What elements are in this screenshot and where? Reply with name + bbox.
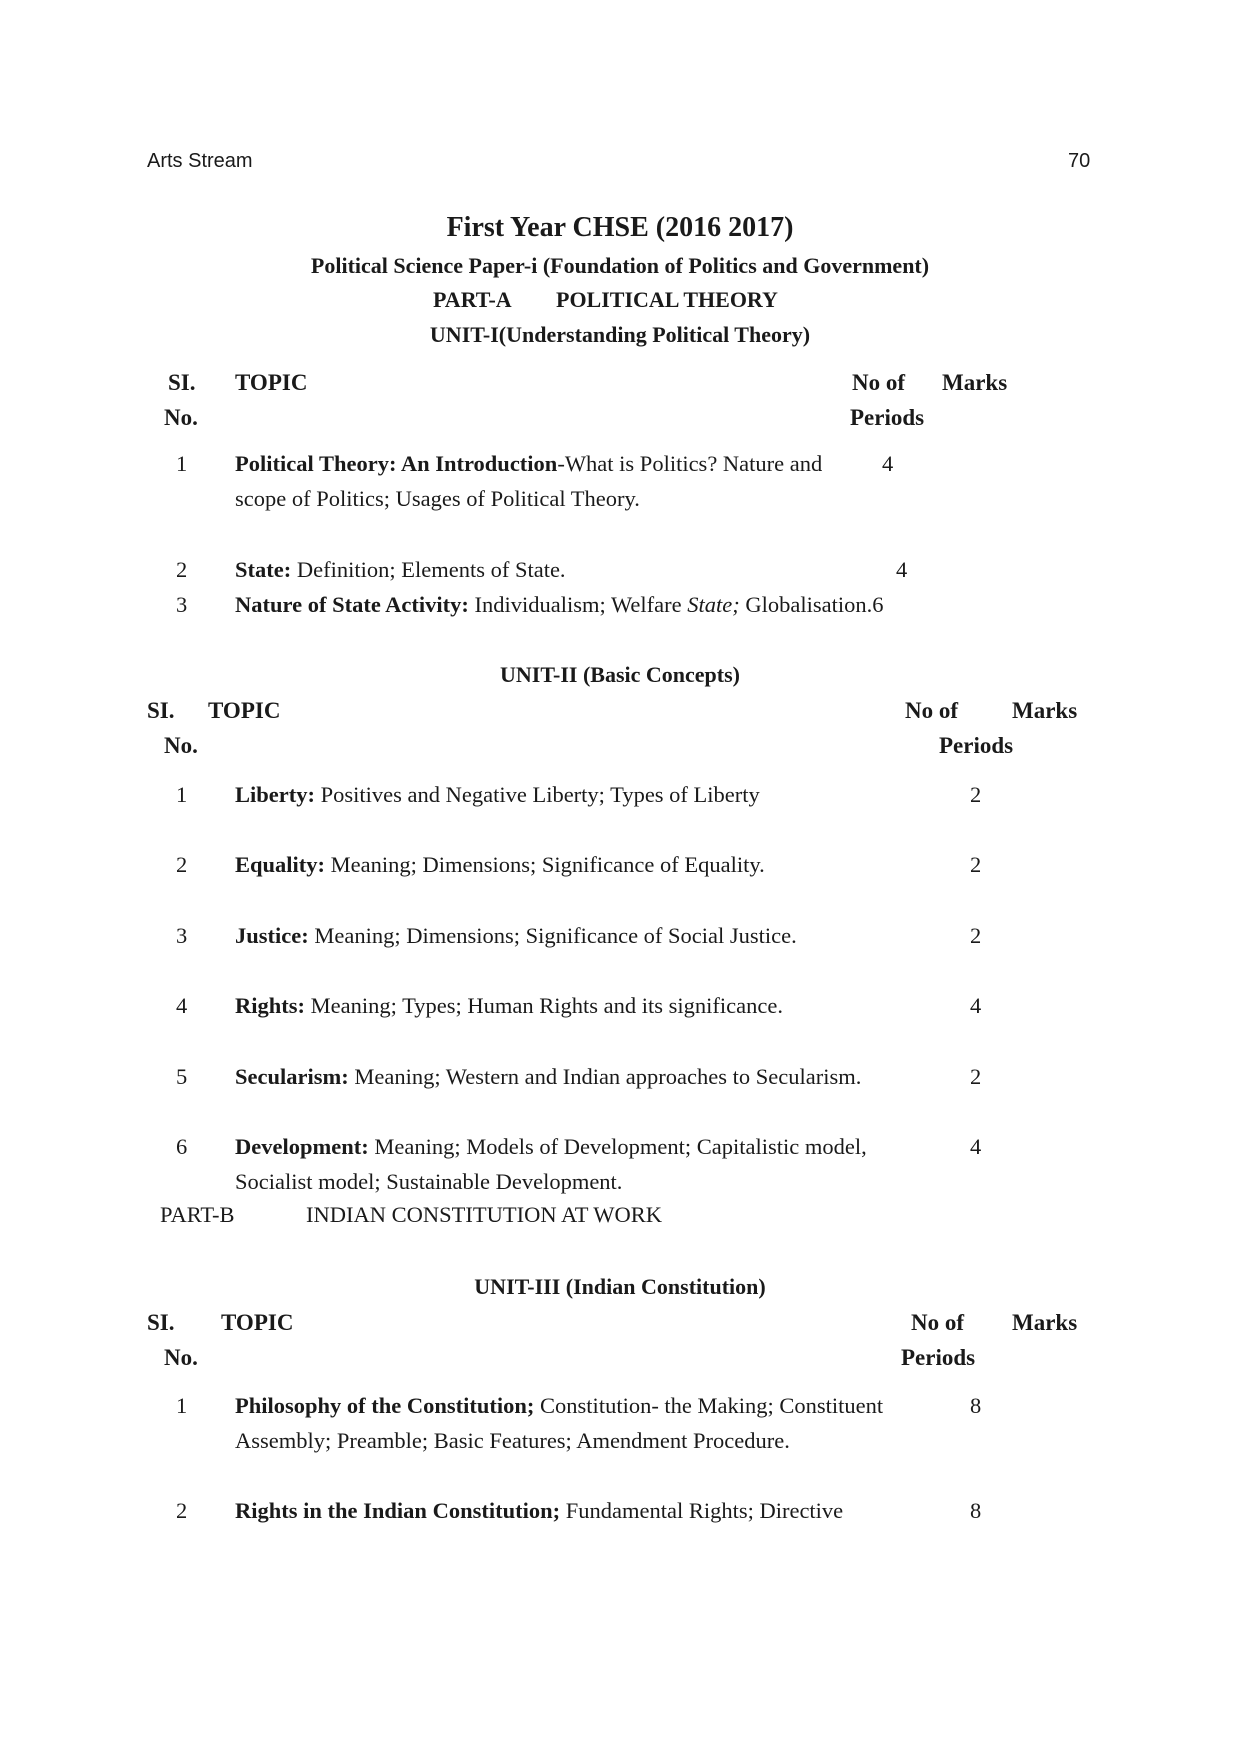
page-number: 70: [1068, 150, 1091, 172]
page-title: First Year CHSE (2016 2017): [446, 212, 794, 243]
row-sl: 1: [176, 782, 188, 807]
col-marks: Marks: [1012, 1310, 1078, 1335]
col-no: No.: [164, 1345, 198, 1370]
row-periods: 2: [970, 923, 982, 948]
row-topic: Justice: Meaning; Dimensions; Significance of Social Justice.: [235, 923, 797, 948]
row-topic: Equality: Meaning; Dimensions; Significance of Equality.: [235, 852, 765, 877]
row-sl: 6: [176, 1134, 188, 1159]
col-periods-2: Periods: [939, 733, 1014, 758]
col-periods: No of: [852, 370, 906, 395]
row-periods: 2: [970, 782, 982, 807]
col-marks: Marks: [942, 370, 1008, 395]
row-periods: 2: [970, 1064, 982, 1089]
col-periods: No of: [911, 1310, 965, 1335]
row-sl: 1: [176, 1393, 188, 1418]
part-b-label: PART-B: [160, 1202, 235, 1227]
col-periods-2: Periods: [901, 1345, 976, 1370]
row-topic: Philosophy of the Constitution; Constitution- the Making; Constituent Assembly; Preamble; Basic Features; Amendment Procedure.: [235, 1393, 884, 1453]
row-topic: Nature of State Activity: Individualism; Welfare State; Globalisation.6: [235, 592, 884, 617]
col-periods-2: Periods: [850, 405, 925, 430]
row-topic: Rights: Meaning; Types; Human Rights and its significance.: [235, 993, 783, 1018]
col-sl: SI.: [147, 698, 175, 723]
row-topic: Rights in the Indian Constitution; Fundamental Rights; Directive: [235, 1498, 844, 1523]
row-periods: 8: [970, 1393, 982, 1418]
row-topic: Political Theory: An Introduction-What is Politics? Nature and scope of Politics; Usages of Political Theory.: [235, 451, 823, 511]
col-sl: SI.: [168, 370, 196, 395]
row-sl: 3: [176, 923, 188, 948]
col-periods: No of: [905, 698, 959, 723]
row-periods: 4: [896, 557, 908, 582]
row-topic: Liberty: Positives and Negative Liberty; Types of Liberty: [235, 782, 760, 807]
row-sl: 2: [176, 1498, 188, 1523]
col-sl: SI.: [147, 1310, 175, 1335]
part-a-label: PART-A: [433, 287, 512, 312]
col-no: No.: [164, 405, 198, 430]
part-b-name: INDIAN CONSTITUTION AT WORK: [306, 1202, 663, 1227]
row-periods: 4: [882, 451, 894, 476]
unit2-heading: UNIT-II (Basic Concepts): [500, 662, 740, 687]
row-periods: 4: [970, 1134, 982, 1159]
row-periods: 2: [970, 852, 982, 877]
row-periods: 8: [970, 1498, 982, 1523]
col-topic: TOPIC: [235, 370, 308, 395]
row-sl: 2: [176, 852, 188, 877]
part-a-name: POLITICAL THEORY: [556, 287, 778, 312]
col-topic: TOPIC: [221, 1310, 294, 1335]
paper-subtitle: Political Science Paper-i (Foundation of Politics and Government): [310, 253, 930, 278]
col-no: No.: [164, 733, 198, 758]
row-topic: Secularism: Meaning; Western and Indian approaches to Secularism.: [235, 1064, 862, 1089]
row-sl: 5: [176, 1064, 188, 1089]
row-topic: State: Definition; Elements of State.: [235, 557, 566, 582]
row-topic: Development: Meaning; Models of Development; Capitalistic model, Socialist model; Sustainable Development.: [235, 1134, 867, 1194]
row-sl: 4: [176, 993, 188, 1018]
row-sl: 2: [176, 557, 188, 582]
unit1-heading: UNIT-I(Understanding Political Theory): [429, 322, 811, 347]
col-topic: TOPIC: [208, 698, 281, 723]
running-header: Arts Stream: [147, 150, 253, 172]
unit3-heading: UNIT-III (Indian Constitution): [474, 1274, 766, 1299]
row-sl: 1: [176, 451, 188, 476]
col-marks: Marks: [1012, 698, 1078, 723]
row-sl: 3: [176, 592, 188, 617]
row-periods: 4: [970, 993, 982, 1018]
